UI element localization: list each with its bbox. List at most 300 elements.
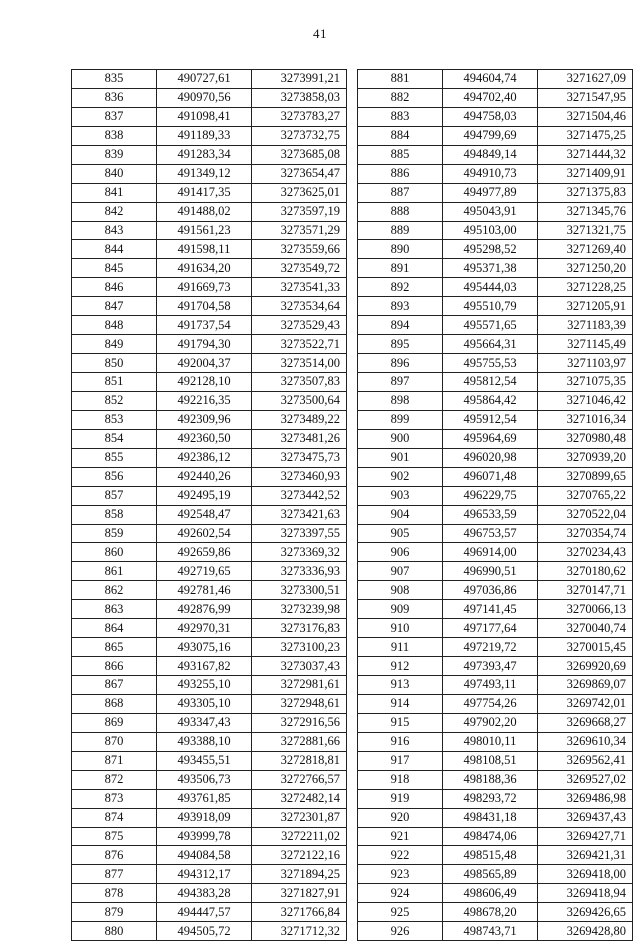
point-number-cell: 851 (72, 373, 157, 392)
x-coordinate-cell: 494447,57 (157, 903, 252, 922)
y-coordinate-cell: 3273559,66 (252, 240, 347, 259)
y-coordinate-cell: 3273625,01 (252, 183, 347, 202)
x-coordinate-cell: 495298,52 (443, 240, 538, 259)
y-coordinate-cell: 3272948,61 (252, 694, 347, 713)
x-coordinate-cell: 493255,10 (157, 676, 252, 695)
table-row (358, 391, 633, 410)
point-number-cell: 857 (72, 486, 157, 505)
table-row (72, 259, 347, 278)
point-number-cell: 904 (358, 505, 443, 524)
point-number-cell: 875 (72, 827, 157, 846)
x-coordinate-cell: 493455,51 (157, 751, 252, 770)
table-row (358, 562, 633, 581)
table-row (358, 410, 633, 429)
y-coordinate-cell: 3271205,91 (538, 297, 633, 316)
table-row (72, 619, 347, 638)
table-row (72, 524, 347, 543)
table-row (358, 429, 633, 448)
y-coordinate-cell: 3273783,27 (252, 107, 347, 126)
table-row (72, 467, 347, 486)
point-number-cell: 925 (358, 903, 443, 922)
x-coordinate-cell: 495755,53 (443, 354, 538, 373)
table-row (358, 638, 633, 657)
x-coordinate-cell: 495510,79 (443, 297, 538, 316)
point-number-cell: 839 (72, 145, 157, 164)
point-number-cell: 840 (72, 164, 157, 183)
point-number-cell: 885 (358, 145, 443, 164)
x-coordinate-cell: 494910,73 (443, 164, 538, 183)
table-row (358, 884, 633, 903)
x-coordinate-cell: 496071,48 (443, 467, 538, 486)
y-coordinate-cell: 3273571,29 (252, 221, 347, 240)
table-row (72, 846, 347, 865)
x-coordinate-cell: 496229,75 (443, 486, 538, 505)
point-number-cell: 922 (358, 846, 443, 865)
point-number-cell: 845 (72, 259, 157, 278)
point-number-cell: 913 (358, 676, 443, 695)
x-coordinate-cell: 492659,86 (157, 543, 252, 562)
y-coordinate-cell: 3270180,62 (538, 562, 633, 581)
y-coordinate-cell: 3273529,43 (252, 316, 347, 335)
x-coordinate-cell: 492216,35 (157, 391, 252, 410)
table-row (358, 164, 633, 183)
table-row (358, 145, 633, 164)
table-row (72, 865, 347, 884)
y-coordinate-cell: 3271547,95 (538, 88, 633, 107)
table-row (358, 505, 633, 524)
point-number-cell: 876 (72, 846, 157, 865)
x-coordinate-cell: 490970,56 (157, 88, 252, 107)
y-coordinate-cell: 3270939,20 (538, 448, 633, 467)
table-row (358, 713, 633, 732)
table-row (358, 865, 633, 884)
point-number-cell: 871 (72, 751, 157, 770)
table-row (72, 316, 347, 335)
point-number-cell: 905 (358, 524, 443, 543)
table-row (72, 751, 347, 770)
point-number-cell: 838 (72, 126, 157, 145)
table-row (72, 694, 347, 713)
y-coordinate-cell: 3273858,03 (252, 88, 347, 107)
x-coordinate-cell: 492781,46 (157, 581, 252, 600)
point-number-cell: 890 (358, 240, 443, 259)
table-row (72, 638, 347, 657)
y-coordinate-cell: 3273541,33 (252, 278, 347, 297)
y-coordinate-cell: 3269920,69 (538, 657, 633, 676)
table-row (358, 373, 633, 392)
table-row (358, 259, 633, 278)
table-row (358, 732, 633, 751)
point-number-cell: 893 (358, 297, 443, 316)
x-coordinate-cell: 493388,10 (157, 732, 252, 751)
y-coordinate-cell: 3271627,09 (538, 70, 633, 89)
table-row (72, 505, 347, 524)
y-coordinate-cell: 3270066,13 (538, 600, 633, 619)
table-row (358, 694, 633, 713)
x-coordinate-cell: 492128,10 (157, 373, 252, 392)
y-coordinate-cell: 3271269,40 (538, 240, 633, 259)
table-row (72, 126, 347, 145)
y-coordinate-cell: 3273991,21 (252, 70, 347, 89)
y-coordinate-cell: 3271345,76 (538, 202, 633, 221)
x-coordinate-cell: 494758,03 (443, 107, 538, 126)
y-coordinate-cell: 3271075,35 (538, 373, 633, 392)
y-coordinate-cell: 3271228,25 (538, 278, 633, 297)
x-coordinate-cell: 496533,59 (443, 505, 538, 524)
page-number: 41 (313, 26, 327, 41)
table-row (358, 183, 633, 202)
x-coordinate-cell: 491669,73 (157, 278, 252, 297)
point-number-cell: 868 (72, 694, 157, 713)
x-coordinate-cell: 494702,40 (443, 88, 538, 107)
x-coordinate-cell: 491189,33 (157, 126, 252, 145)
table-row (358, 88, 633, 107)
point-number-cell: 872 (72, 770, 157, 789)
table-row (72, 335, 347, 354)
table-row (72, 391, 347, 410)
x-coordinate-cell: 491561,23 (157, 221, 252, 240)
x-coordinate-cell: 496990,51 (443, 562, 538, 581)
y-coordinate-cell: 3269428,80 (538, 922, 633, 941)
point-number-cell: 848 (72, 316, 157, 335)
point-number-cell: 887 (358, 183, 443, 202)
table-row (72, 410, 347, 429)
point-number-cell: 863 (72, 600, 157, 619)
y-coordinate-cell: 3271827,91 (252, 884, 347, 903)
x-coordinate-cell: 492440,26 (157, 467, 252, 486)
y-coordinate-cell: 3269742,01 (538, 694, 633, 713)
point-number-cell: 855 (72, 448, 157, 467)
x-coordinate-cell: 494312,17 (157, 865, 252, 884)
y-coordinate-cell: 3273397,55 (252, 524, 347, 543)
point-number-cell: 869 (72, 713, 157, 732)
y-coordinate-cell: 3272122,16 (252, 846, 347, 865)
table-row (72, 354, 347, 373)
table-row (358, 467, 633, 486)
x-coordinate-cell: 490727,61 (157, 70, 252, 89)
x-coordinate-cell: 498743,71 (443, 922, 538, 941)
y-coordinate-cell: 3271444,32 (538, 145, 633, 164)
x-coordinate-cell: 491488,02 (157, 202, 252, 221)
point-number-cell: 896 (358, 354, 443, 373)
table-row (72, 562, 347, 581)
table-row (358, 543, 633, 562)
y-coordinate-cell: 3271103,97 (538, 354, 633, 373)
x-coordinate-cell: 498565,89 (443, 865, 538, 884)
y-coordinate-cell: 3271766,84 (252, 903, 347, 922)
x-coordinate-cell: 494799,69 (443, 126, 538, 145)
x-coordinate-cell: 493347,43 (157, 713, 252, 732)
table-row (72, 221, 347, 240)
point-number-cell: 921 (358, 827, 443, 846)
table-row (72, 676, 347, 695)
point-number-cell: 856 (72, 467, 157, 486)
y-coordinate-cell: 3273514,00 (252, 354, 347, 373)
point-number-cell: 914 (358, 694, 443, 713)
x-coordinate-cell: 491794,30 (157, 335, 252, 354)
y-coordinate-cell: 3270980,48 (538, 429, 633, 448)
point-number-cell: 908 (358, 581, 443, 600)
point-number-cell: 889 (358, 221, 443, 240)
point-number-cell: 917 (358, 751, 443, 770)
table-row (72, 107, 347, 126)
table-row (72, 429, 347, 448)
x-coordinate-cell: 497393,47 (443, 657, 538, 676)
table-row (358, 202, 633, 221)
point-number-cell: 843 (72, 221, 157, 240)
x-coordinate-cell: 495912,54 (443, 410, 538, 429)
x-coordinate-cell: 497754,26 (443, 694, 538, 713)
x-coordinate-cell: 491704,58 (157, 297, 252, 316)
y-coordinate-cell: 3271712,32 (252, 922, 347, 941)
point-number-cell: 870 (72, 732, 157, 751)
y-coordinate-cell: 3273654,47 (252, 164, 347, 183)
point-number-cell: 912 (358, 657, 443, 676)
y-coordinate-cell: 3270234,43 (538, 543, 633, 562)
point-number-cell: 878 (72, 884, 157, 903)
y-coordinate-cell: 3269869,07 (538, 676, 633, 695)
x-coordinate-cell: 491417,35 (157, 183, 252, 202)
table-row (72, 903, 347, 922)
table-row (72, 600, 347, 619)
x-coordinate-cell: 497036,86 (443, 581, 538, 600)
table-row (358, 126, 633, 145)
point-number-cell: 888 (358, 202, 443, 221)
point-number-cell: 898 (358, 391, 443, 410)
y-coordinate-cell: 3271016,34 (538, 410, 633, 429)
y-coordinate-cell: 3271475,25 (538, 126, 633, 145)
point-number-cell: 920 (358, 808, 443, 827)
table-row (358, 676, 633, 695)
x-coordinate-cell: 491634,20 (157, 259, 252, 278)
x-coordinate-cell: 494084,58 (157, 846, 252, 865)
x-coordinate-cell: 491098,41 (157, 107, 252, 126)
point-number-cell: 850 (72, 354, 157, 373)
point-number-cell: 844 (72, 240, 157, 259)
x-coordinate-cell: 492970,31 (157, 619, 252, 638)
x-coordinate-cell: 491283,34 (157, 145, 252, 164)
table-row (358, 354, 633, 373)
point-number-cell: 918 (358, 770, 443, 789)
table-row (72, 827, 347, 846)
point-number-cell: 915 (358, 713, 443, 732)
y-coordinate-cell: 3273685,08 (252, 145, 347, 164)
point-number-cell: 847 (72, 297, 157, 316)
point-number-cell: 866 (72, 657, 157, 676)
x-coordinate-cell: 491737,54 (157, 316, 252, 335)
x-coordinate-cell: 496020,98 (443, 448, 538, 467)
point-number-cell: 853 (72, 410, 157, 429)
x-coordinate-cell: 498515,48 (443, 846, 538, 865)
point-number-cell: 906 (358, 543, 443, 562)
table-row (358, 789, 633, 808)
table-row (358, 751, 633, 770)
point-number-cell: 842 (72, 202, 157, 221)
point-number-cell: 864 (72, 619, 157, 638)
table-row (72, 884, 347, 903)
point-number-cell: 902 (358, 467, 443, 486)
x-coordinate-cell: 493999,78 (157, 827, 252, 846)
point-number-cell: 892 (358, 278, 443, 297)
table-row (72, 732, 347, 751)
point-number-cell: 899 (358, 410, 443, 429)
table-row (358, 600, 633, 619)
x-coordinate-cell: 494849,14 (443, 145, 538, 164)
table-row (358, 240, 633, 259)
point-number-cell: 900 (358, 429, 443, 448)
x-coordinate-cell: 494505,72 (157, 922, 252, 941)
y-coordinate-cell: 3273336,93 (252, 562, 347, 581)
x-coordinate-cell: 496914,00 (443, 543, 538, 562)
table-row (72, 789, 347, 808)
y-coordinate-cell: 3271894,25 (252, 865, 347, 884)
x-coordinate-cell: 492602,54 (157, 524, 252, 543)
table-row (72, 164, 347, 183)
x-coordinate-cell: 492548,47 (157, 505, 252, 524)
table-row (72, 543, 347, 562)
y-coordinate-cell: 3271046,42 (538, 391, 633, 410)
table-row (72, 713, 347, 732)
y-coordinate-cell: 3272301,87 (252, 808, 347, 827)
y-coordinate-cell: 3270899,65 (538, 467, 633, 486)
x-coordinate-cell: 494977,89 (443, 183, 538, 202)
x-coordinate-cell: 494383,28 (157, 884, 252, 903)
x-coordinate-cell: 492360,50 (157, 429, 252, 448)
point-number-cell: 835 (72, 70, 157, 89)
y-coordinate-cell: 3273421,63 (252, 505, 347, 524)
table-row (72, 278, 347, 297)
y-coordinate-cell: 3273176,83 (252, 619, 347, 638)
x-coordinate-cell: 495664,31 (443, 335, 538, 354)
x-coordinate-cell: 493761,85 (157, 789, 252, 808)
x-coordinate-cell: 496753,57 (443, 524, 538, 543)
point-number-cell: 860 (72, 543, 157, 562)
y-coordinate-cell: 3269562,41 (538, 751, 633, 770)
y-coordinate-cell: 3269486,98 (538, 789, 633, 808)
point-number-cell: 865 (72, 638, 157, 657)
y-coordinate-cell: 3273732,75 (252, 126, 347, 145)
y-coordinate-cell: 3272916,56 (252, 713, 347, 732)
y-coordinate-cell: 3270765,22 (538, 486, 633, 505)
y-coordinate-cell: 3269418,94 (538, 884, 633, 903)
point-number-cell: 884 (358, 126, 443, 145)
y-coordinate-cell: 3273300,51 (252, 581, 347, 600)
table-row (358, 524, 633, 543)
table-row (358, 903, 633, 922)
x-coordinate-cell: 492386,12 (157, 448, 252, 467)
table-row (358, 221, 633, 240)
x-coordinate-cell: 495571,65 (443, 316, 538, 335)
table-row (358, 70, 633, 89)
x-coordinate-cell: 493167,82 (157, 657, 252, 676)
point-number-cell: 911 (358, 638, 443, 657)
y-coordinate-cell: 3269610,34 (538, 732, 633, 751)
y-coordinate-cell: 3273460,93 (252, 467, 347, 486)
y-coordinate-cell: 3272881,66 (252, 732, 347, 751)
y-coordinate-cell: 3269427,71 (538, 827, 633, 846)
x-coordinate-cell: 493305,10 (157, 694, 252, 713)
y-coordinate-cell: 3272211,02 (252, 827, 347, 846)
x-coordinate-cell: 492004,37 (157, 354, 252, 373)
y-coordinate-cell: 3270522,04 (538, 505, 633, 524)
y-coordinate-cell: 3269668,27 (538, 713, 633, 732)
x-coordinate-cell: 498293,72 (443, 789, 538, 808)
point-number-cell: 903 (358, 486, 443, 505)
coordinates-table-right (357, 69, 633, 941)
point-number-cell: 841 (72, 183, 157, 202)
y-coordinate-cell: 3272818,81 (252, 751, 347, 770)
y-coordinate-cell: 3273549,72 (252, 259, 347, 278)
point-number-cell: 867 (72, 676, 157, 695)
point-number-cell: 852 (72, 391, 157, 410)
x-coordinate-cell: 498108,51 (443, 751, 538, 770)
x-coordinate-cell: 493075,16 (157, 638, 252, 657)
x-coordinate-cell: 492876,99 (157, 600, 252, 619)
y-coordinate-cell: 3269426,65 (538, 903, 633, 922)
x-coordinate-cell: 498678,20 (443, 903, 538, 922)
y-coordinate-cell: 3273597,19 (252, 202, 347, 221)
x-coordinate-cell: 492719,65 (157, 562, 252, 581)
y-coordinate-cell: 3272482,14 (252, 789, 347, 808)
y-coordinate-cell: 3273489,22 (252, 410, 347, 429)
table-row (72, 448, 347, 467)
x-coordinate-cell: 497902,20 (443, 713, 538, 732)
x-coordinate-cell: 495444,03 (443, 278, 538, 297)
table-row (358, 846, 633, 865)
table-row (72, 202, 347, 221)
point-number-cell: 858 (72, 505, 157, 524)
y-coordinate-cell: 3273442,52 (252, 486, 347, 505)
table-row (72, 373, 347, 392)
table-row (72, 770, 347, 789)
point-number-cell: 883 (358, 107, 443, 126)
x-coordinate-cell: 494604,74 (443, 70, 538, 89)
point-number-cell: 873 (72, 789, 157, 808)
point-number-cell: 894 (358, 316, 443, 335)
x-coordinate-cell: 497219,72 (443, 638, 538, 657)
table-row (72, 581, 347, 600)
point-number-cell: 880 (72, 922, 157, 941)
table-row (358, 297, 633, 316)
table-row (358, 107, 633, 126)
point-number-cell: 849 (72, 335, 157, 354)
point-number-cell: 861 (72, 562, 157, 581)
point-number-cell: 916 (358, 732, 443, 751)
table-row (72, 240, 347, 259)
table-row (72, 88, 347, 107)
x-coordinate-cell: 491598,11 (157, 240, 252, 259)
table-row (358, 448, 633, 467)
coordinates-table-left (71, 69, 347, 941)
y-coordinate-cell: 3269527,02 (538, 770, 633, 789)
x-coordinate-cell: 495812,54 (443, 373, 538, 392)
point-number-cell: 910 (358, 619, 443, 638)
point-number-cell: 846 (72, 278, 157, 297)
point-number-cell: 923 (358, 865, 443, 884)
table-row (358, 657, 633, 676)
y-coordinate-cell: 3270015,45 (538, 638, 633, 657)
y-coordinate-cell: 3272981,61 (252, 676, 347, 695)
y-coordinate-cell: 3270040,74 (538, 619, 633, 638)
x-coordinate-cell: 492495,19 (157, 486, 252, 505)
point-number-cell: 862 (72, 581, 157, 600)
table-row (358, 278, 633, 297)
point-number-cell: 837 (72, 107, 157, 126)
y-coordinate-cell: 3273475,73 (252, 448, 347, 467)
x-coordinate-cell: 495964,69 (443, 429, 538, 448)
point-number-cell: 907 (358, 562, 443, 581)
x-coordinate-cell: 498474,06 (443, 827, 538, 846)
